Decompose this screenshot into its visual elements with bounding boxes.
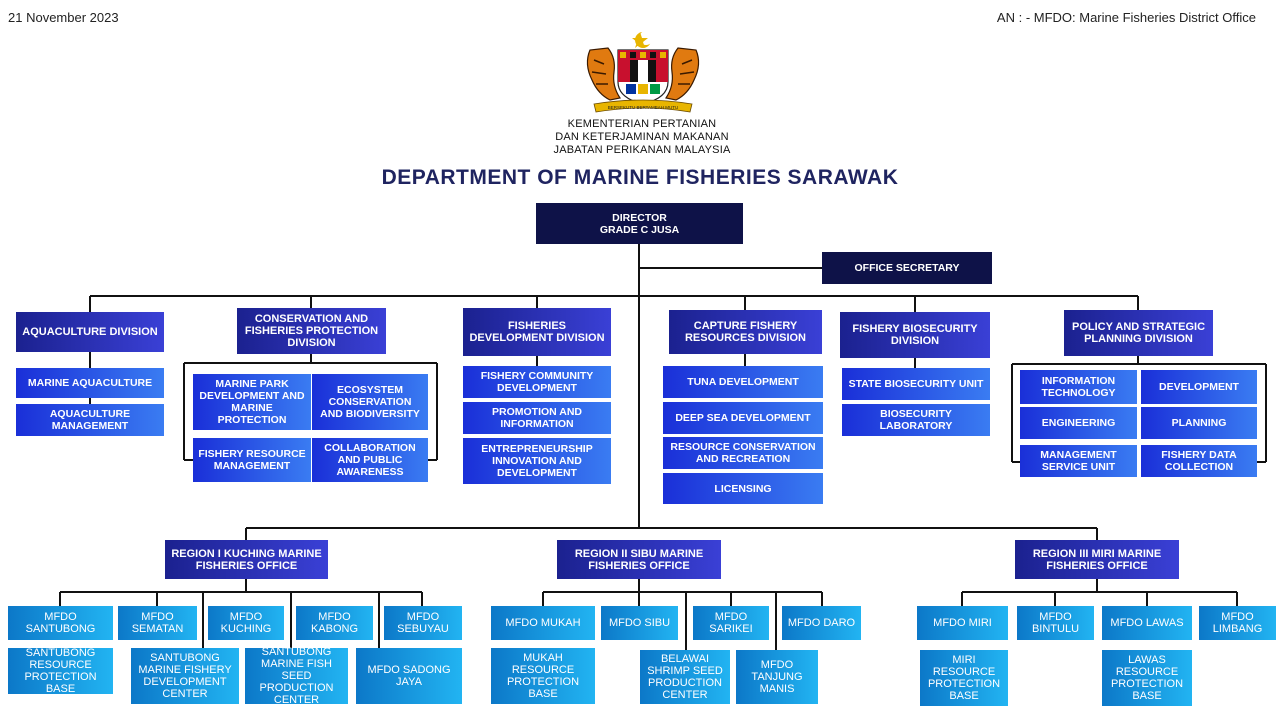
ministry-name-line1: KEMENTERIAN PERTANIAN xyxy=(567,118,717,130)
mfdo-lawas[interactable]: MFDO LAWAS xyxy=(1102,606,1192,640)
mfdo-sematan[interactable]: MFDO SEMATAN xyxy=(118,606,197,640)
motto-text: BERSEKUTU BERTAMBAH MUTU xyxy=(607,105,679,110)
unit-tuna-development[interactable]: TUNA DEVELOPMENT xyxy=(663,366,823,398)
mfdo-bintulu[interactable]: MFDO BINTULU xyxy=(1017,606,1094,640)
unit-state-biosecurity[interactable]: STATE BIOSECURITY UNIT xyxy=(842,368,990,400)
unit-marine-park[interactable]: MARINE PARK DEVELOPMENT AND MARINE PROTECTION xyxy=(193,374,311,430)
mfdo-limbang[interactable]: MFDO LIMBANG xyxy=(1199,606,1276,640)
unit-entrepreneurship[interactable]: ENTREPRENEURSHIP INNOVATION AND DEVELOPMENT xyxy=(463,438,611,484)
unit-development[interactable]: DEVELOPMENT xyxy=(1141,370,1257,404)
region-sibu[interactable]: REGION II SIBU MARINE FISHERIES OFFICE xyxy=(557,540,721,579)
department-name-line: JABATAN PERIKANAN MALAYSIA xyxy=(553,144,731,156)
mfdo-kabong[interactable]: MFDO KABONG xyxy=(296,606,373,640)
director-box[interactable] xyxy=(536,203,743,244)
miri-resource-protection-base[interactable]: MIRI RESOURCE PROTECTION BASE xyxy=(920,650,1008,706)
unit-collaboration-awareness[interactable]: COLLABORATION AND PUBLIC AWARENESS xyxy=(312,438,428,482)
mfdo-tanjung-manis[interactable]: MFDO TANJUNG MANIS xyxy=(736,650,818,704)
director-title: DIRECTOR xyxy=(612,211,667,224)
mfdo-mukah[interactable]: MFDO MUKAH xyxy=(491,606,595,640)
unit-fishery-community[interactable]: FISHERY COMMUNITY DEVELOPMENT xyxy=(463,366,611,398)
page-title: DEPARTMENT OF MARINE FISHERIES SARAWAK xyxy=(381,166,899,189)
unit-ecosystem-conservation[interactable]: ECOSYSTEM CONSERVATION AND BIODIVERSITY xyxy=(312,374,428,430)
division-policy-planning[interactable]: POLICY AND STRATEGIC PLANNING DIVISION xyxy=(1064,310,1213,356)
unit-fishery-resource-management[interactable]: FISHERY RESOURCE MANAGEMENT xyxy=(193,438,311,482)
mfdo-daro[interactable]: MFDO DARO xyxy=(782,606,861,640)
unit-engineering[interactable]: ENGINEERING xyxy=(1020,407,1137,439)
division-aquaculture[interactable]: AQUACULTURE DIVISION xyxy=(16,312,164,352)
lawas-resource-protection-base[interactable]: LAWAS RESOURCE PROTECTION BASE xyxy=(1102,650,1192,706)
mfdo-sibu[interactable]: MFDO SIBU xyxy=(601,606,678,640)
unit-licensing[interactable]: LICENSING xyxy=(663,473,823,504)
division-conservation[interactable]: CONSERVATION AND FISHERIES PROTECTION DIVISION xyxy=(237,308,386,354)
santubong-resource-protection-base[interactable]: SANTUBONG RESOURCE PROTECTION BASE xyxy=(8,648,113,694)
mukah-resource-protection-base[interactable]: MUKAH RESOURCE PROTECTION BASE xyxy=(491,648,595,704)
region-miri[interactable]: REGION III MIRI MARINE FISHERIES OFFICE xyxy=(1015,540,1179,579)
unit-biosecurity-laboratory[interactable]: BIOSECURITY LABORATORY xyxy=(842,404,990,436)
belawai-shrimp-seed-production-center[interactable]: BELAWAI SHRIMP SEED PRODUCTION CENTER xyxy=(640,650,730,704)
director-grade: GRADE C JUSA xyxy=(599,223,680,236)
santubong-marine-fishery-development-center[interactable]: SANTUBONG MARINE FISHERY DEVELOPMENT CENTER xyxy=(131,648,239,704)
division-biosecurity[interactable]: FISHERY BIOSECURITY DIVISION xyxy=(840,312,990,358)
mfdo-sarikei[interactable]: MFDO SARIKEI xyxy=(693,606,769,640)
mfdo-sebuyau[interactable]: MFDO SEBUYAU xyxy=(384,606,462,640)
unit-resource-conservation-recreation[interactable]: RESOURCE CONSERVATION AND RECREATION xyxy=(663,437,823,469)
region-kuching[interactable]: REGION I KUCHING MARINE FISHERIES OFFICE xyxy=(165,540,328,579)
mfdo-miri[interactable]: MFDO MIRI xyxy=(917,606,1008,640)
ministry-name-line2: DAN KETERJAMINAN MAKANAN xyxy=(555,131,729,143)
unit-management-service[interactable]: MANAGEMENT SERVICE UNIT xyxy=(1020,445,1137,477)
unit-promotion-information[interactable]: PROMOTION AND INFORMATION xyxy=(463,402,611,434)
unit-deep-sea-development[interactable]: DEEP SEA DEVELOPMENT xyxy=(663,402,823,434)
unit-fishery-data-collection[interactable]: FISHERY DATA COLLECTION xyxy=(1141,445,1257,477)
division-capture-fishery[interactable]: CAPTURE FISHERY RESOURCES DIVISION xyxy=(669,310,822,354)
santubong-marine-fish-seed-production-center[interactable]: SANTUBONG MARINE FISH SEED PRODUCTION CENTER xyxy=(245,648,348,704)
unit-aquaculture-management[interactable]: AQUACULTURE MANAGEMENT xyxy=(16,404,164,436)
date-label: 21 November 2023 xyxy=(8,10,119,25)
mfdo-kuching[interactable]: MFDO KUCHING xyxy=(208,606,284,640)
unit-planning[interactable]: PLANNING xyxy=(1141,407,1257,439)
mfdo-santubong[interactable]: MFDO SANTUBONG xyxy=(8,606,113,640)
division-fisheries-development[interactable]: FISHERIES DEVELOPMENT DIVISION xyxy=(463,308,611,356)
malaysia-coat-of-arms-icon xyxy=(580,30,706,114)
abbreviation-note: AN : - MFDO: Marine Fisheries District Office xyxy=(996,10,1256,25)
office-secretary-box[interactable]: OFFICE SECRETARY xyxy=(822,252,992,284)
mfdo-sadong-jaya[interactable]: MFDO SADONG JAYA xyxy=(356,648,462,704)
unit-information-technology[interactable]: INFORMATION TECHNOLOGY xyxy=(1020,370,1137,404)
unit-marine-aquaculture[interactable]: MARINE AQUACULTURE xyxy=(16,368,164,398)
